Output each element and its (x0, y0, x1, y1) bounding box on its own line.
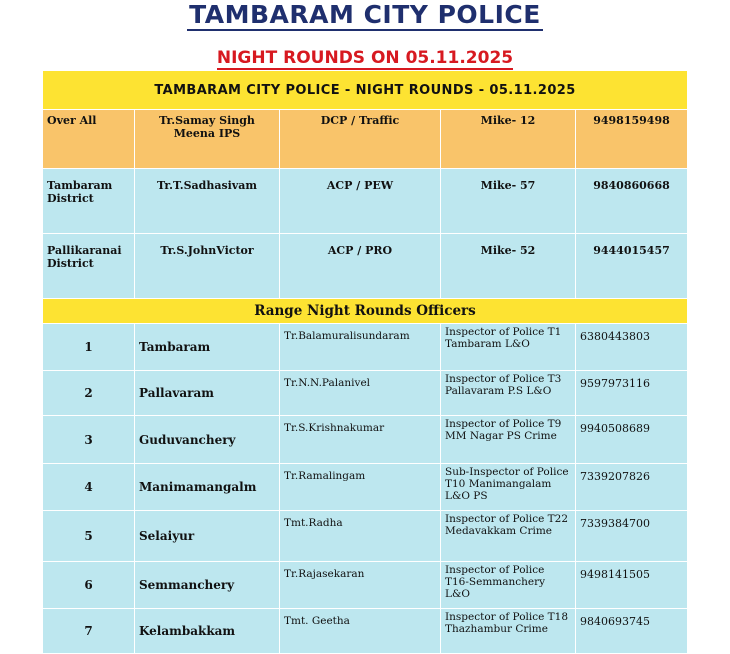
row-officer: Tr.S.Krishnakumar (280, 416, 441, 464)
range-heading-row (43, 299, 688, 324)
row-place: Tambaram (135, 324, 280, 371)
page-title-text: TAMBARAM CITY POLICE (189, 0, 541, 29)
row-number: 7 (43, 609, 135, 654)
row-designation: Inspector of Police T16-Semmanchery L&O (441, 562, 576, 609)
table-row (43, 562, 688, 609)
row-officer: Tmt.Radha (280, 511, 441, 562)
night-rounds-table (42, 70, 688, 654)
overall-officer: Tr.Samay Singh Meena IPS (135, 110, 280, 169)
overall-row (43, 110, 688, 169)
row-officer: Tr.N.N.Palanivel (280, 371, 441, 416)
row-number: 3 (43, 416, 135, 464)
district-row (43, 169, 688, 234)
range-heading: Range Night Rounds Officers (43, 299, 688, 324)
table-banner-row (43, 71, 688, 110)
page-title (0, 0, 730, 34)
district-officer: Tr.S.JohnVictor (135, 234, 280, 299)
overall-designation: DCP / Traffic (280, 110, 441, 169)
table-row (43, 511, 688, 562)
district-row (43, 234, 688, 299)
overall-phone: 9498159498 (576, 110, 688, 169)
table-row (43, 416, 688, 464)
table-row (43, 609, 688, 654)
overall-label: Over All (43, 110, 135, 169)
row-place: Selaiyur (135, 511, 280, 562)
district-designation: ACP / PEW (280, 169, 441, 234)
district-mike: Mike- 52 (441, 234, 576, 299)
row-number: 1 (43, 324, 135, 371)
district-officer: Tr.T.Sadhasivam (135, 169, 280, 234)
row-number: 4 (43, 464, 135, 511)
page-subtitle (0, 46, 730, 70)
row-phone: 9498141505 (576, 562, 688, 609)
district-phone: 9444015457 (576, 234, 688, 299)
row-number: 2 (43, 371, 135, 416)
table-banner: TAMBARAM CITY POLICE - NIGHT ROUNDS - 05.11.2025 (43, 71, 688, 110)
row-officer: Tr.Rajasekaran (280, 562, 441, 609)
row-phone: 7339207826 (576, 464, 688, 511)
district-designation: ACP / PRO (280, 234, 441, 299)
row-designation: Inspector of Police T22 Medavakkam Crime (441, 511, 576, 562)
table-row (43, 464, 688, 511)
row-place: Semmanchery (135, 562, 280, 609)
row-designation: Inspector of Police T1 Tambaram L&O (441, 324, 576, 371)
row-place: Kelambakkam (135, 609, 280, 654)
row-officer: Tmt. Geetha (280, 609, 441, 654)
row-phone: 6380443803 (576, 324, 688, 371)
row-number: 5 (43, 511, 135, 562)
row-designation: Inspector of Police T18 Thazhambur Crime (441, 609, 576, 654)
district-mike: Mike- 57 (441, 169, 576, 234)
district-phone: 9840860668 (576, 169, 688, 234)
table-row (43, 371, 688, 416)
row-place: Pallavaram (135, 371, 280, 416)
row-phone: 9597973116 (576, 371, 688, 416)
overall-mike: Mike- 12 (441, 110, 576, 169)
row-officer: Tr.Ramalingam (280, 464, 441, 511)
row-officer: Tr.Balamuralisundaram (280, 324, 441, 371)
row-designation: Inspector of Police T3 Pallavaram P.S L&O (441, 371, 576, 416)
row-phone: 9940508689 (576, 416, 688, 464)
row-number: 6 (43, 562, 135, 609)
table-row (43, 324, 688, 371)
page-subtitle-text: NIGHT ROUNDS ON 05.11.2025 (216, 48, 514, 68)
row-designation: Inspector of Police T9 MM Nagar PS Crime (441, 416, 576, 464)
district-label: Tambaram District (43, 169, 135, 234)
row-phone: 9840693745 (576, 609, 688, 654)
row-place: Guduvanchery (135, 416, 280, 464)
row-place: Manimamangalm (135, 464, 280, 511)
district-label: Pallikaranai District (43, 234, 135, 299)
row-designation: Sub-Inspector of Police T10 Manimangalam L&O PS (441, 464, 576, 511)
row-phone: 7339384700 (576, 511, 688, 562)
